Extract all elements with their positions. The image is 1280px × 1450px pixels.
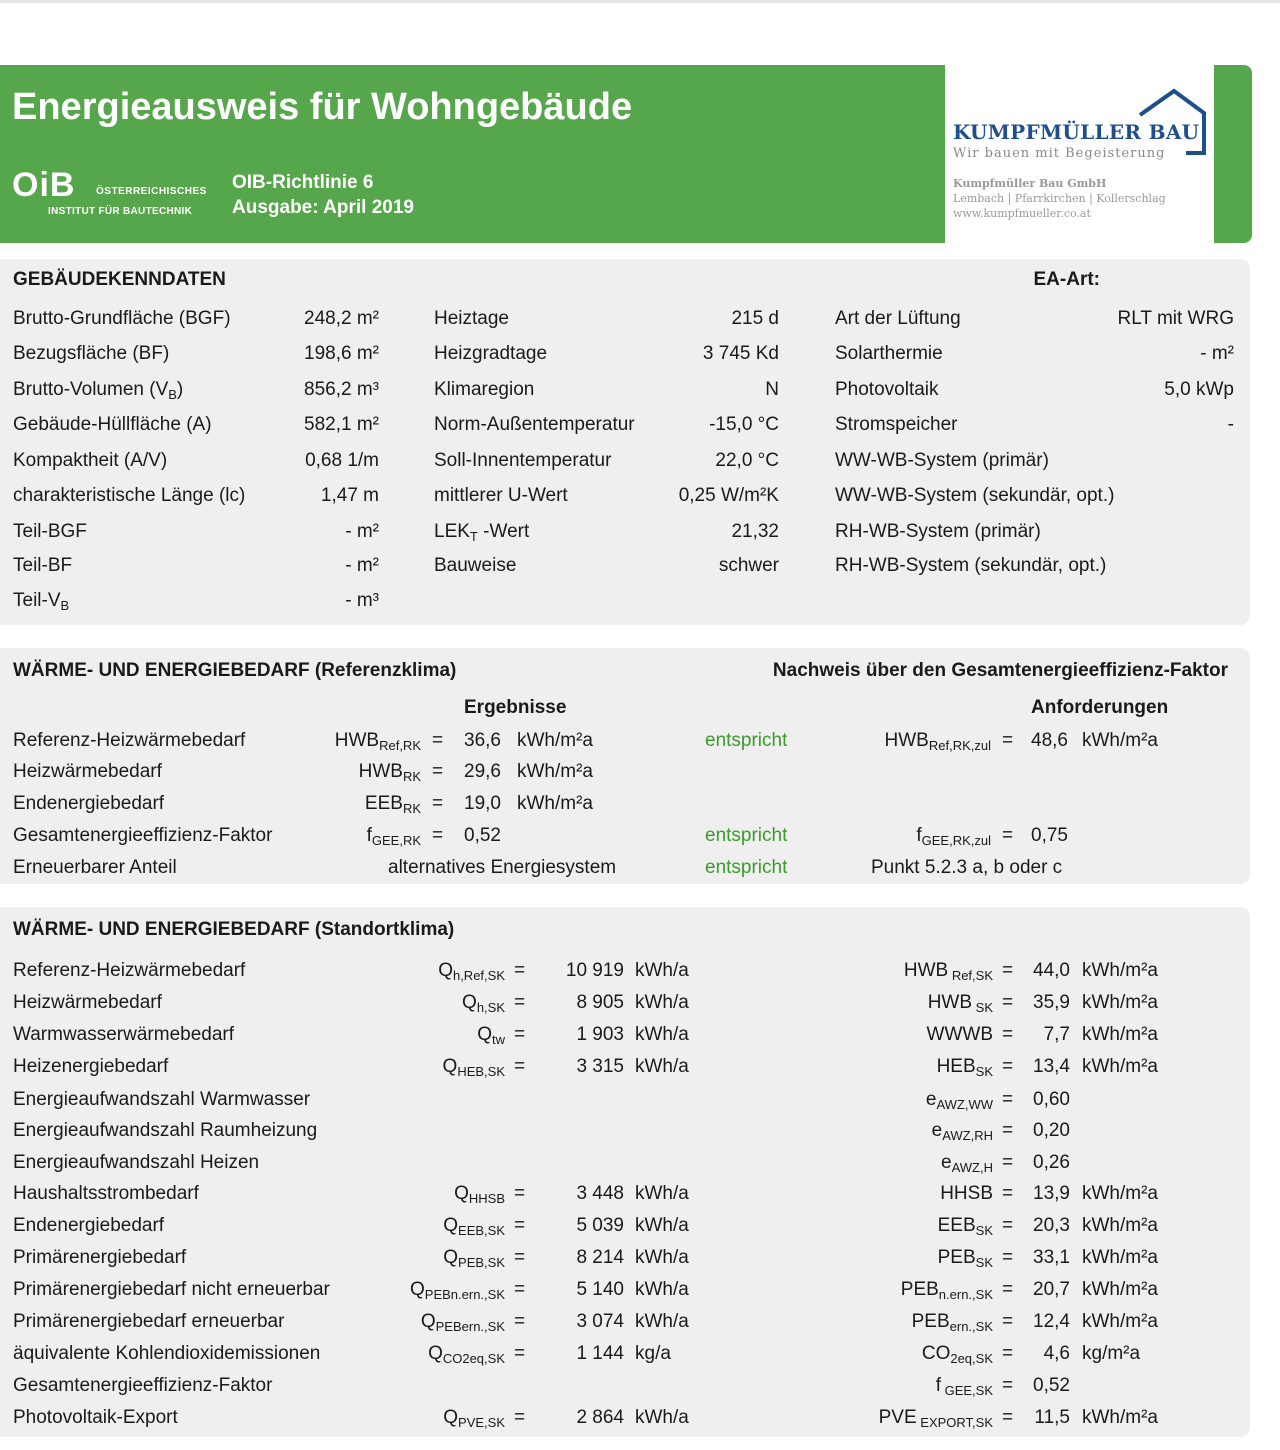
standort-kennwert-equals: = (1002, 1375, 1014, 1396)
standort-value: 2 864 (576, 1407, 624, 1428)
erneuerbar-value: alternatives Energiesystem (388, 857, 617, 878)
standort-kennwert-equals: = (1002, 1120, 1014, 1141)
company-logo (950, 85, 1210, 235)
company-gmbh: Kumpfmüller Bau GmbH (953, 177, 1107, 190)
gebaeude-value: 248,2 m² (304, 308, 379, 329)
standort-equals: = (514, 1407, 526, 1428)
standort-kennwert-symbol: $EEB_{SK}$ (937, 1215, 993, 1238)
anforderung-unit: kWh/m²a (1082, 730, 1158, 751)
standort-unit: kWh/a (635, 1279, 689, 1300)
gebaeude-label: Brutto-Grundfläche (BGF) (13, 308, 231, 329)
section-heading-gebaeude: GEBÄUDEKENNDATEN (13, 269, 226, 290)
standort-q-symbol: $Q_{PEB,SK}$ (443, 1247, 505, 1270)
standort-kennwert-value: 33,1 (1033, 1247, 1070, 1268)
standort-kennwert-value: 7,7 (1043, 1024, 1070, 1045)
referenz-unit: kWh/m²a (517, 761, 593, 782)
technik-value: - m² (1200, 343, 1234, 364)
standort-unit: kWh/a (635, 1183, 689, 1204)
gebaeude-value: 856,2 m³ (304, 379, 379, 400)
standort-kennwert-value: 44,0 (1033, 960, 1070, 981)
standort-label: Energieaufwandszahl Raumheizung (13, 1120, 318, 1141)
standort-unit: kWh/a (635, 1215, 689, 1236)
technik-label: WW-WB-System (primär) (835, 450, 1049, 471)
anforderung-equals: = (1002, 730, 1014, 751)
standort-q-symbol: $Q_{h,SK}$ (462, 992, 505, 1015)
standort-equals: = (514, 1311, 526, 1332)
klima-label: Heizgradtage (434, 343, 548, 364)
standort-kennwert-equals: = (1002, 1215, 1014, 1236)
technik-label: Photovoltaik (835, 379, 939, 400)
standort-label: Endenergiebedarf (13, 1215, 165, 1236)
referenz-symbol: $HWB_{Ref,RK}$ (334, 730, 421, 753)
standort-kennwert-symbol: HWB $_{SK}$ (927, 992, 993, 1015)
standort-kennwert-symbol: $e_{AWZ,RH}$ (931, 1120, 993, 1143)
standort-q-symbol: $Q_{PVE,SK}$ (443, 1407, 505, 1430)
standort-equals: = (514, 1183, 526, 1204)
standort-q-symbol: $Q_{CO2eq,SK}$ (428, 1343, 505, 1366)
standort-kennwert-unit: kWh/m²a (1082, 1279, 1158, 1300)
standort-q-symbol: $Q_{HHSB}$ (454, 1183, 505, 1206)
standort-label: äquivalente Kohlendioxidemissionen (13, 1343, 321, 1364)
klima-label: $LEK_T$ -Wert (434, 521, 530, 544)
gebaeude-value: - m³ (345, 590, 379, 611)
standort-kennwert-symbol: HWB $_{Ref,SK}$ (903, 960, 993, 983)
klima-value: 215 d (731, 308, 779, 329)
standort-label: Primärenergiebedarf (13, 1247, 187, 1268)
standort-unit: kWh/a (635, 1407, 689, 1428)
standort-equals: = (514, 992, 526, 1013)
technik-value: - (1227, 414, 1234, 435)
standort-kennwert-value: 13,9 (1033, 1183, 1070, 1204)
oib-logo: OiB (12, 166, 76, 204)
standort-label: Referenz-Heizwärmebedarf (13, 960, 246, 981)
gebaeude-value: 582,1 m² (304, 414, 379, 435)
referenz-value: 29,6 (464, 761, 501, 782)
standort-equals: = (514, 1279, 526, 1300)
technik-label: RH-WB-System (primär) (835, 521, 1041, 542)
standort-unit: kWh/a (635, 992, 689, 1013)
referenz-status: entspricht (705, 730, 788, 751)
standort-value: 8 214 (576, 1247, 624, 1268)
ergebnisse-heading: Ergebnisse (464, 697, 567, 718)
standort-label: Haushaltsstrombedarf (13, 1183, 199, 1204)
standort-kennwert-unit: kg/m²a (1082, 1343, 1141, 1364)
standort-q-symbol: $Q_{PEBn.ern.,SK}$ (410, 1279, 505, 1302)
standort-label: Energieaufwandszahl Warmwasser (13, 1089, 311, 1110)
standort-label: Heizwärmebedarf (13, 992, 162, 1013)
standort-kennwert-equals: = (1002, 1056, 1014, 1077)
standort-kennwert-symbol: $e_{AWZ,WW}$ (925, 1089, 993, 1112)
referenz-symbol: $HWB_{RK}$ (358, 761, 421, 784)
standort-value: 5 039 (576, 1215, 624, 1236)
standort-kennwert-equals: = (1002, 1407, 1014, 1428)
standort-kennwert-value: 4,6 (1043, 1343, 1070, 1364)
standort-kennwert-value: 13,4 (1033, 1056, 1070, 1077)
anforderung-symbol: $HWB_{Ref,RK,zul}$ (884, 730, 991, 753)
technik-value: 5,0 kWp (1164, 379, 1234, 400)
referenz-symbol: $EEB_{RK}$ (364, 793, 421, 816)
standort-value: 3 315 (576, 1056, 624, 1077)
gebaeude-label: Teil-BF (13, 555, 73, 576)
company-website: www.kumpfmueller.co.at (953, 207, 1091, 220)
section-heading-standort: WÄRME- UND ENERGIEBEDARF (Standortklima) (13, 919, 455, 940)
standort-equals: = (514, 1024, 526, 1045)
referenz-symbol: $f_{GEE,RK}$ (366, 825, 421, 848)
standort-value: 5 140 (576, 1279, 624, 1300)
klima-value: 0,25 W/m²K (678, 485, 779, 506)
richtlinie-label: OIB-Richtlinie 6 (232, 172, 374, 193)
klima-value: 22,0 °C (715, 450, 779, 471)
klima-value: 3 745 Kd (702, 343, 779, 364)
ea-art-label: EA-Art: (1033, 269, 1100, 290)
standort-q-symbol: $Q_{EEB,SK}$ (443, 1215, 505, 1238)
header-banner-right (1214, 65, 1252, 243)
standort-q-symbol: $Q_{h,Ref,SK}$ (438, 960, 505, 983)
technik-label: RH-WB-System (sekundär, opt.) (835, 555, 1107, 576)
standort-unit: kWh/a (635, 1024, 689, 1045)
anforderung-value: 0,75 (1031, 825, 1068, 846)
gebaeude-value: 198,6 m² (304, 343, 379, 364)
standort-kennwert-symbol: $e_{AWZ,H}$ (941, 1152, 993, 1175)
gebaeude-label: Kompaktheit (A/V) (13, 450, 168, 471)
standort-kennwert-equals: = (1002, 1279, 1014, 1300)
standort-kennwert-equals: = (1002, 960, 1014, 981)
standort-unit: kWh/a (635, 960, 689, 981)
standort-kennwert-unit: kWh/m²a (1082, 1215, 1158, 1236)
klima-label: Heiztage (434, 308, 509, 329)
gebaeude-value: 1,47 m (320, 485, 379, 506)
klima-value: -15,0 °C (709, 414, 779, 435)
standort-kennwert-symbol: $HEB_{SK}$ (936, 1056, 993, 1079)
standort-kennwert-value: 35,9 (1033, 992, 1070, 1013)
standort-label: Primärenergiebedarf erneuerbar (13, 1311, 285, 1332)
technik-label: Stromspeicher (835, 414, 958, 435)
standort-kennwert-equals: = (1002, 1311, 1014, 1332)
standort-kennwert-unit: kWh/m²a (1082, 960, 1158, 981)
standort-kennwert-unit: kWh/m²a (1082, 1183, 1158, 1204)
document-title: Energieausweis für Wohngebäude (12, 86, 633, 128)
klima-label: Klimaregion (434, 379, 535, 400)
standort-kennwert-unit: kWh/m²a (1082, 1056, 1158, 1077)
standort-kennwert-value: 12,4 (1033, 1311, 1070, 1332)
standort-value: 3 448 (576, 1183, 624, 1204)
referenz-label: Heizwärmebedarf (13, 761, 162, 782)
standort-kennwert-unit: kWh/m²a (1082, 1311, 1158, 1332)
standort-kennwert-symbol: PVE $_{EXPORT,SK}$ (878, 1407, 993, 1430)
gebaeude-label: Teil-BGF (13, 521, 87, 542)
standort-unit: kWh/a (635, 1311, 689, 1332)
erneuerbar-label: Erneuerbarer Anteil (13, 857, 177, 878)
panel-referenzklima (0, 648, 1250, 884)
standort-kennwert-unit: kWh/m²a (1082, 1407, 1158, 1428)
standort-kennwert-unit: kWh/m²a (1082, 1024, 1158, 1045)
standort-kennwert-value: 20,7 (1033, 1279, 1070, 1300)
standort-kennwert-symbol: f $_{GEE,SK}$ (935, 1375, 993, 1398)
gebaeude-label: Bezugsfläche (BF) (13, 343, 170, 364)
ausgabe-label: Ausgabe: April 2019 (232, 197, 414, 218)
company-locations: Lembach | Pfarrkirchen | Kollerschlag (953, 192, 1166, 205)
standort-q-symbol: $Q_{PEBern.,SK}$ (420, 1311, 505, 1334)
standort-equals: = (514, 960, 526, 981)
referenz-status: entspricht (705, 825, 788, 846)
section-heading-referenz: WÄRME- UND ENERGIEBEDARF (Referenzklima) (13, 660, 457, 681)
referenz-equals: = (432, 730, 444, 751)
gebaeude-value: 0,68 1/m (305, 450, 379, 471)
standort-kennwert-symbol: HHSB (940, 1183, 993, 1204)
klima-label: Norm-Außentemperatur (434, 414, 635, 435)
standort-value: 1 144 (576, 1343, 624, 1364)
referenz-label: Endenergiebedarf (13, 793, 165, 814)
standort-kennwert-equals: = (1002, 992, 1014, 1013)
referenz-value: 36,6 (464, 730, 501, 751)
anforderung-equals: = (1002, 825, 1014, 846)
standort-kennwert-equals: = (1002, 1183, 1014, 1204)
technik-label: Art der Lüftung (835, 308, 961, 329)
gebaeude-value: - m² (345, 555, 379, 576)
klima-value: N (765, 379, 779, 400)
company-slogan: Wir bauen mit Begeisterung (953, 146, 1166, 161)
klima-value: 21,32 (731, 521, 779, 542)
standort-label: Gesamtenergieeffizienz-Faktor (13, 1375, 273, 1396)
klima-label: Soll-Innentemperatur (434, 450, 612, 471)
standort-value: 1 903 (576, 1024, 624, 1045)
erneuerbar-requirement: Punkt 5.2.3 a, b oder c (871, 857, 1063, 878)
klima-value: schwer (718, 555, 779, 576)
erneuerbar-status: entspricht (705, 857, 788, 878)
standort-kennwert-symbol: $PEB_{n.ern.,SK}$ (900, 1279, 993, 1302)
standort-value: 8 905 (576, 992, 624, 1013)
anforderungen-heading: Anforderungen (1031, 697, 1169, 718)
company-name: KUMPFMÜLLER BAU (953, 120, 1200, 144)
referenz-equals: = (432, 761, 444, 782)
referenz-unit: kWh/m²a (517, 730, 593, 751)
standort-q-symbol: $Q_{tw}$ (477, 1024, 505, 1047)
standort-equals: = (514, 1215, 526, 1236)
standort-kennwert-symbol: $PEB_{SK}$ (937, 1247, 993, 1270)
standort-q-symbol: $Q_{HEB,SK}$ (442, 1056, 505, 1079)
technik-value: RLT mit WRG (1117, 308, 1234, 329)
anforderung-symbol: $f_{GEE,RK,zul}$ (916, 825, 991, 848)
oib-subtitle-2: INSTITUT FÜR BAUTECHNIK (48, 206, 193, 217)
standort-kennwert-value: 0,26 (1033, 1152, 1070, 1173)
standort-kennwert-equals: = (1002, 1152, 1014, 1173)
referenz-unit: kWh/m²a (517, 793, 593, 814)
referenz-value: 19,0 (464, 793, 501, 814)
gebaeude-value: - m² (345, 521, 379, 542)
standort-kennwert-symbol: $PEB_{ern.,SK}$ (911, 1311, 993, 1334)
standort-unit: kWh/a (635, 1056, 689, 1077)
klima-label: mittlerer U-Wert (434, 485, 568, 506)
standort-kennwert-symbol: WWWB (926, 1024, 993, 1045)
standort-kennwert-value: 20,3 (1033, 1215, 1070, 1236)
referenz-label: Referenz-Heizwärmebedarf (13, 730, 246, 751)
standort-kennwert-equals: = (1002, 1024, 1014, 1045)
standort-kennwert-equals: = (1002, 1343, 1014, 1364)
standort-label: Photovoltaik-Export (13, 1407, 178, 1428)
nachweis-heading: Nachweis über den Gesamtenergieeffizienz-Faktor (772, 660, 1228, 681)
standort-kennwert-symbol: $CO_{2eq,SK}$ (921, 1343, 993, 1366)
referenz-label: Gesamtenergieeffizienz-Faktor (13, 825, 273, 846)
standort-kennwert-unit: kWh/m²a (1082, 992, 1158, 1013)
standort-value: 3 074 (576, 1311, 624, 1332)
gebaeude-label: Brutto-Volumen $(V_B)$ (13, 379, 184, 402)
standort-unit: kg/a (635, 1343, 671, 1364)
standort-label: Heizenergiebedarf (13, 1056, 169, 1077)
standort-kennwert-value: 0,20 (1033, 1120, 1070, 1141)
oib-subtitle-1: ÖSTERREICHISCHES (96, 186, 207, 197)
standort-kennwert-value: 0,60 (1033, 1089, 1070, 1110)
standort-equals: = (514, 1343, 526, 1364)
gebaeude-label: charakteristische Länge (lc) (13, 485, 246, 506)
standort-unit: kWh/a (635, 1247, 689, 1268)
standort-label: Warmwasserwärmebedarf (13, 1024, 235, 1045)
technik-label: WW-WB-System (sekundär, opt.) (835, 485, 1115, 506)
technik-label: Solarthermie (835, 343, 943, 364)
gebaeude-label: Gebäude-Hüllfläche (A) (13, 414, 212, 435)
anforderung-value: 48,6 (1031, 730, 1068, 751)
standort-label: Primärenergiebedarf nicht erneuerbar (13, 1279, 330, 1300)
standort-equals: = (514, 1056, 526, 1077)
klima-label: Bauweise (434, 555, 517, 576)
standort-kennwert-equals: = (1002, 1089, 1014, 1110)
standort-equals: = (514, 1247, 526, 1268)
gebaeude-label: Teil-$V_B$ (13, 590, 70, 613)
standort-kennwert-value: 11,5 (1034, 1407, 1070, 1428)
referenz-equals: = (432, 793, 444, 814)
standort-label: Energieaufwandszahl Heizen (13, 1152, 260, 1173)
standort-kennwert-equals: = (1002, 1247, 1014, 1268)
standort-kennwert-unit: kWh/m²a (1082, 1247, 1158, 1268)
top-border (0, 0, 1280, 3)
standort-kennwert-value: 0,52 (1033, 1375, 1070, 1396)
standort-value: 10 919 (565, 960, 624, 981)
referenz-value: 0,52 (464, 825, 501, 846)
referenz-equals: = (432, 825, 444, 846)
